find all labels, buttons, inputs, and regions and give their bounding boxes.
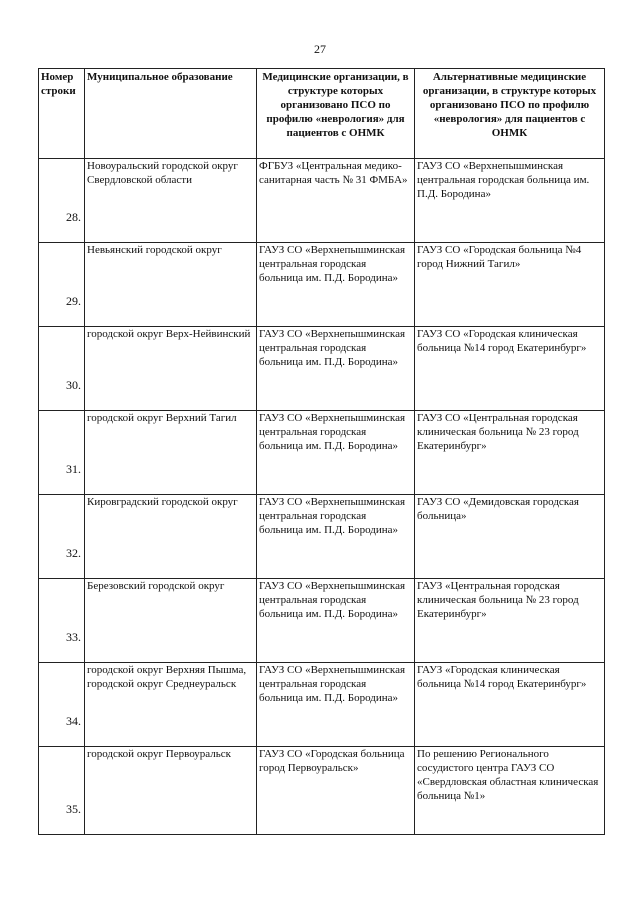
row-number: 28.	[39, 159, 85, 243]
alternative-org-cell: По решению Регионального сосудистого центра ГАУЗ СО «Свердловская областная клиническая больница №1»	[415, 747, 605, 835]
header-row-number: Номер строки	[39, 69, 85, 159]
row-number: 29.	[39, 243, 85, 327]
table-row	[39, 663, 605, 747]
table-row	[39, 243, 605, 327]
alternative-org-cell: ГАУЗ СО «Городская больница №4 город Нижний Тагил»	[415, 243, 605, 327]
table-row	[39, 327, 605, 411]
row-number: 32.	[39, 495, 85, 579]
header-row	[39, 69, 605, 159]
alternative-org-cell: ГАУЗ СО «Верхнепышминская центральная городская больница им. П.Д. Бородина»	[415, 159, 605, 243]
table-row	[39, 747, 605, 835]
medical-org-cell: ГАУЗ СО «Верхнепышминская центральная городская больница им. П.Д. Бородина»	[257, 243, 415, 327]
medical-org-cell: ГАУЗ СО «Верхнепышминская центральная городская больница им. П.Д. Бородина»	[257, 579, 415, 663]
header-medical-org: Медицинские организации, в структуре которых организовано ПСО по профилю «неврология» для пациентов с ОНМК	[257, 69, 415, 159]
page-number: 27	[314, 42, 326, 56]
medical-org-cell: ГАУЗ СО «Верхнепышминская центральная городская больница им. П.Д. Бородина»	[257, 495, 415, 579]
row-number: 30.	[39, 327, 85, 411]
organizations-table	[38, 68, 605, 835]
medical-org-cell: ГАУЗ СО «Городская больница город Первоуральск»	[257, 747, 415, 835]
row-number: 31.	[39, 411, 85, 495]
alternative-org-cell: ГАУЗ СО «Центральная городская клиническая больница № 23 город Екатеринбург»	[415, 411, 605, 495]
table-row	[39, 159, 605, 243]
municipality-cell: Кировградский городской округ	[85, 495, 257, 579]
table-row	[39, 495, 605, 579]
row-number: 33.	[39, 579, 85, 663]
alternative-org-cell: ГАУЗ СО «Городская клиническая больница №14 город Екатеринбург»	[415, 327, 605, 411]
alternative-org-cell: ГАУЗ «Центральная городская клиническая больница № 23 город Екатеринбург»	[415, 579, 605, 663]
medical-org-cell: ГАУЗ СО «Верхнепышминская центральная городская больница им. П.Д. Бородина»	[257, 411, 415, 495]
row-number: 34.	[39, 663, 85, 747]
alternative-org-cell: ГАУЗ СО «Демидовская городская больница»	[415, 495, 605, 579]
municipality-cell: Березовский городской округ	[85, 579, 257, 663]
alternative-org-cell: ГАУЗ «Городская клиническая больница №14 город Екатеринбург»	[415, 663, 605, 747]
header-municipality: Муниципальное образование	[85, 69, 257, 159]
municipality-cell: городской округ Первоуральск	[85, 747, 257, 835]
row-number: 35.	[39, 747, 85, 835]
municipality-cell: Новоуральский городской округ Свердловской области	[85, 159, 257, 243]
header-alternative-org: Альтернативные медицинские организации, в структуре которых организовано ПСО по профилю «неврология» для пациентов с ОНМК	[415, 69, 605, 159]
table-row	[39, 411, 605, 495]
medical-org-cell: ГАУЗ СО «Верхнепышминская центральная городская больница им. П.Д. Бородина»	[257, 327, 415, 411]
municipality-cell: городской округ Верхняя Пышма, городской округ Среднеуральск	[85, 663, 257, 747]
municipality-cell: городской округ Верх-Нейвинский	[85, 327, 257, 411]
municipality-cell: Невьянский городской округ	[85, 243, 257, 327]
table-row	[39, 579, 605, 663]
municipality-cell: городской округ Верхний Тагил	[85, 411, 257, 495]
medical-org-cell: ФГБУЗ «Центральная медико-санитарная часть № 31 ФМБА»	[257, 159, 415, 243]
medical-org-cell: ГАУЗ СО «Верхнепышминская центральная городская больница им. П.Д. Бородина»	[257, 663, 415, 747]
